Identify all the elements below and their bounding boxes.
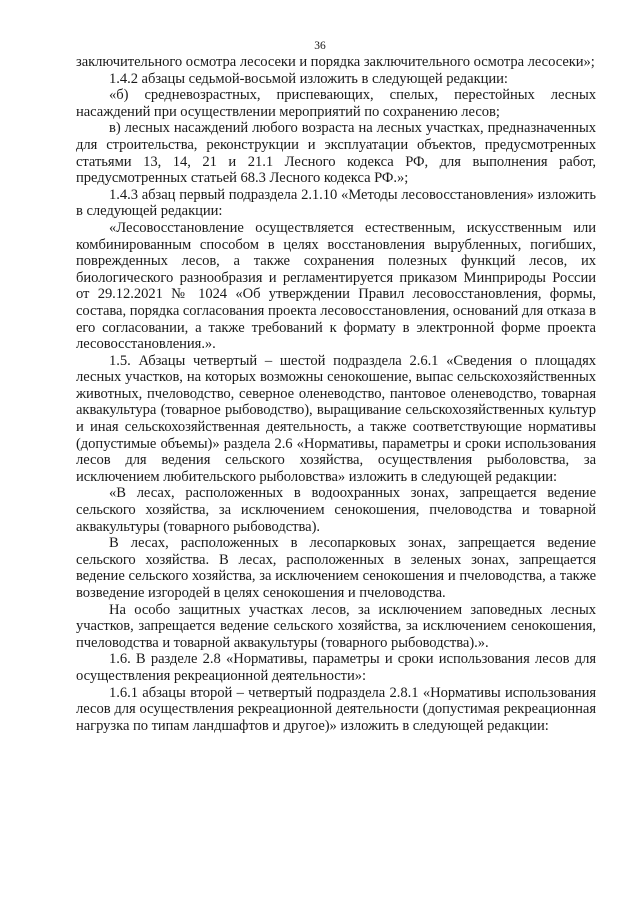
paragraph-12: 1.6.1 абзацы второй – четвертый подраздела 2.8.1 «Нормативы использования лесов для осуществления рекреационной деятельности (допустимая рекреационная нагрузка по типам ландшафтов и другое)» изложить в следующей редакции:: [76, 684, 596, 734]
paragraph-10: На особо защитных участках лесов, за исключением заповедных лесных участков, запрещается ведение сельского хозяйства, за исключением сенокошения, пчеловодства и товарной аквакультуры (товарного рыбоводства).».: [76, 601, 596, 651]
paragraph-8: «В лесах, расположенных в водоохранных зонах, запрещается ведение сельского хозяйства, за исключением сенокошения, пчеловодства и товарной аквакультуры (товарного рыбоводства).: [76, 485, 596, 535]
paragraph-6: «Лесовосстановление осуществляется естественным, искусственным или комбинированным способом в целях восстановления вырубленных, погибших, поврежденных лесов, а также сохранения полезных функций лесов, их биологического разнообразия и регламентируется приказом Минприроды России от 29.12.2021 № 1024 «Об утверждении Правил лесовосстановления, формы, состава, порядка согласования проекта лесовосстановления, оснований для отказа в его согласовании, а также требований к формату в электронной форме проекта лесовосстановления.».: [76, 219, 596, 353]
paragraph-1: заключительного осмотра лесосеки и порядка заключительного осмотра лесосеки»;: [76, 54, 595, 70]
paragraph-2: 1.4.2 абзацы седьмой-восьмой изложить в следующей редакции:: [109, 70, 508, 87]
paragraph-5: 1.4.3 абзац первый подраздела 2.1.10 «Методы лесовосстановления» изложить в следующей редакции:: [76, 186, 596, 220]
paragraph-7: 1.5. Абзацы четвертый – шестой подраздела 2.6.1 «Сведения о площадях лесных участков, на которых возможны сенокошение, выпас сельскохозяйственных животных, пчеловодство, северное оленеводство, пантовое оленеводство, товарная аквакультура (товарное рыбоводство), выращивание сельскохозяйственных культур и иная сельскохозяйственная деятельность, а также соответствующие нормативы (допустимые объемы)» раздела 2.6 «Нормативы, параметры и сроки использования лесов для ведения сельского хозяйства, осуществления рыболовства, за исключением любительского рыболовства» изложить в следующей редакции:: [76, 352, 596, 485]
paragraph-11: 1.6. В разделе 2.8 «Нормативы, параметры и сроки использования лесов для осуществления рекреационной деятельности»:: [76, 651, 596, 684]
paragraph-3: «б) средневозрастных, приспевающих, спелых, перестойных лесных насаждений при осуществлении мероприятий по сохранению лесов;: [76, 87, 596, 120]
paragraph-4: в) лесных насаждений любого возраста на лесных участках, предназначенных для строительства, реконструкции и эксплуатации объектов, предусмотренных статьями 13, 14, 21 и 21.1 Лесного кодекса РФ, для выполнения работ, предусмотренных статьей 68.3 Лесного кодекса РФ.»;: [76, 120, 596, 187]
page-number: 36: [314, 40, 326, 52]
paragraph-9: В лесах, расположенных в лесопарковых зонах, запрещается ведение сельского хозяйства. В лесах, расположенных в зеленых зонах, запрещается ведение сельского хозяйства, за исключением сенокошения и пчеловодства, а также возведение изгородей в целях сенокошения и пчеловодства.: [76, 535, 596, 601]
document-body: [76, 54, 596, 734]
